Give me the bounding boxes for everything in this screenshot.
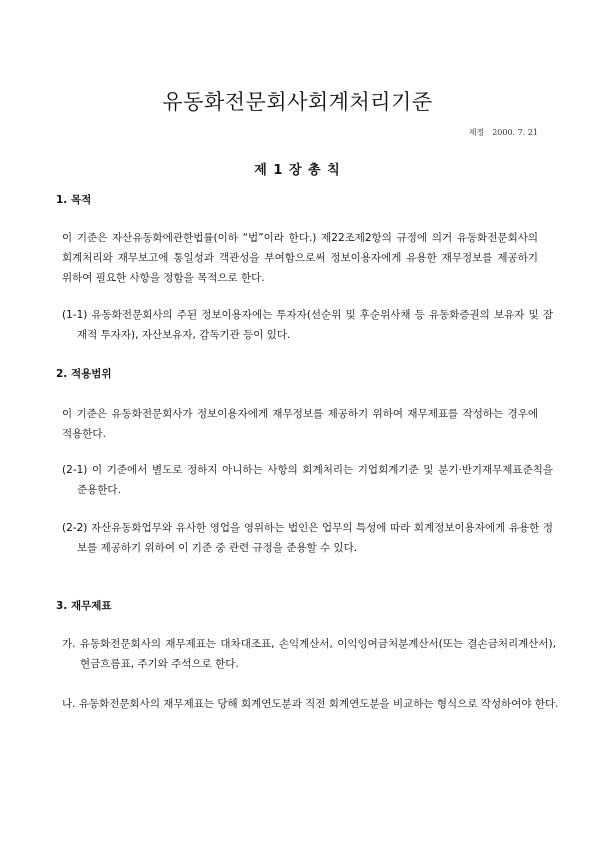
- chapter-heading: 제 1 장 총 칙: [254, 163, 341, 178]
- section-paragraph-scope: 이 기준은 유동화전문회사가 정보이용자에게 재무정보를 제공하기 위하여 재무제표를 작성하는 경우에 적용한다.: [62, 408, 538, 440]
- clause-na: 나. 유동화전문회사의 재무제표는 당해 회계연도분과 직전 회계연도분을 비교하는 형식으로 작성하여야 한다.: [62, 698, 559, 710]
- section-paragraph-purpose: 이 기준은 자산유동화에관한법률(이하 “법”이라 한다.) 제22조제2항의 규정에 의거 유동화전문회사의 회계처리와 재무보고에 통일성과 객관성을 부여함으로써 정보이용자에게 유용한 재무정보를 제공하기 위하여 필요한 사항을 정함을 목적으로 한다.: [62, 232, 538, 284]
- clause-2-2: (2-2) 자산유동화업무와 유사한 영업을 영위하는 법인은 업무의 특성에 따라 회계정보이용자에게 유용한 정보를 제공하기 위하여 이 기준 중 관련 규정을 준용할 수 있다.: [62, 522, 553, 554]
- document-title: 유동화전문회사회계처리기준: [162, 90, 433, 114]
- section-heading-financial-statements: 3. 재무제표: [56, 600, 112, 612]
- section-heading-scope: 2. 적용범위: [56, 368, 112, 380]
- section-heading-purpose: 1. 목적: [56, 194, 92, 206]
- enactment-date: 제정 2000. 7. 21: [468, 128, 538, 137]
- clause-ga: 가. 유동화전문회사의 재무제표는 대차대조표, 손익계산서, 이익잉여금처분계산서(또는 결손금처리계산서), 현금흐름표, 주기와 주석으로 한다.: [62, 638, 556, 670]
- clause-1-1: (1-1) 유동화전문회사의 주된 정보이용자에는 투자자(선순위 및 후순위사채 등 유동화증권의 보유자 및 잠재적 투자자), 자산보유자, 감독기관 등이 있다.: [62, 309, 553, 341]
- clause-2-1: (2-1) 이 기준에서 별도로 정하지 아니하는 사항의 회계처리는 기업회계기준 및 분기·반기재무제표준칙을 준용한다.: [62, 464, 553, 496]
